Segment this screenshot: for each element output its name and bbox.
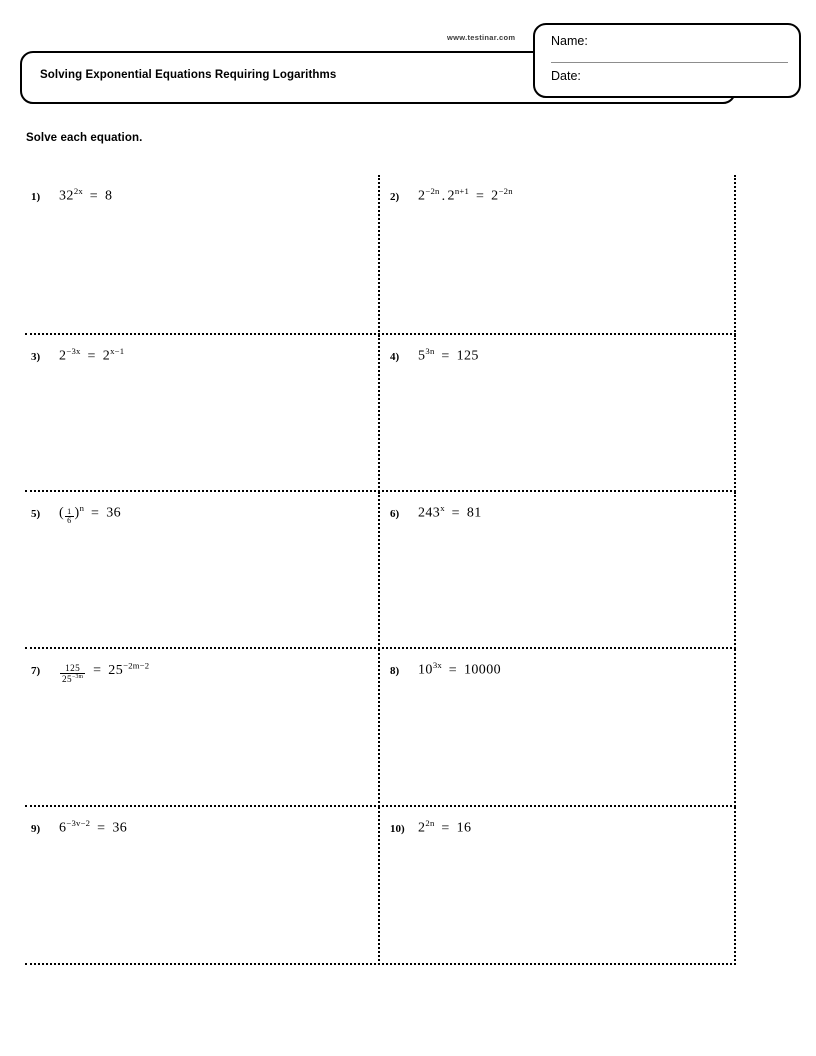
problem-number: 5) [31,507,41,520]
problem-equation: ( $\frac{1}{6}$ )$^n$ = 36 [59,503,122,526]
problem-cell[interactable] [380,175,736,335]
problem-5 [31,503,122,526]
problem-equation: $6^{-3v-2} = 36$ [59,818,128,836]
problem-cell[interactable] [380,335,736,492]
problem-equation: $2^{-2n}$ . $2^{n+1} = 2^{-2n}$ [418,186,513,204]
problem-cell[interactable] [380,807,736,965]
date-row [535,62,799,98]
problem-1 [31,186,112,205]
name-input[interactable] [605,31,785,57]
instruction-text: Solve each equation. [26,132,143,144]
problem-9 [31,818,127,837]
date-label: Date: [551,69,581,83]
date-input[interactable] [605,66,785,92]
name-label: Name: [551,34,588,48]
problem-3 [31,346,124,365]
problem-number: 9) [31,822,41,835]
problem-row [25,335,736,492]
site-watermark: www.testinar.com [447,33,516,42]
problem-6 [390,503,482,522]
name-row [535,27,799,63]
problem-cell[interactable] [25,649,380,807]
problem-row [25,807,736,965]
problem-7 [31,660,150,685]
problem-cell[interactable] [25,492,380,649]
page-title: Solving Exponential Equations Requiring Logarithms [40,69,337,81]
problem-row [25,649,736,807]
problem-equation: $32^{2x} = 8$ [59,186,113,204]
problem-8 [390,660,501,679]
worksheet-header [0,0,816,120]
problem-number: 3) [31,350,41,363]
problem-equation: $10^{3x} = 10000$ [418,660,501,678]
problem-number: 1) [31,190,41,203]
problem-grid [25,175,736,965]
problem-number: 10) [390,822,405,835]
problem-number: 8) [390,664,400,677]
problem-number: 2) [390,190,400,203]
problem-10 [390,818,471,837]
problem-number: 7) [31,664,41,677]
problem-cell[interactable] [380,649,736,807]
problem-number: 4) [390,350,400,363]
problem-equation: $2^{2n} = 16$ [418,818,472,836]
problem-equation: $243^x = 81$ [418,503,482,521]
problem-cell[interactable] [25,807,380,965]
problem-cell[interactable] [25,335,380,492]
problem-equation: $2^{-3x} = 2^{x-1}$ [59,346,125,364]
problem-4 [390,346,479,365]
problem-number: 6) [390,507,400,520]
problem-row [25,175,736,335]
problem-2 [390,186,513,205]
problem-equation: $5^{3n} = 125$ [418,346,479,364]
problem-cell[interactable] [380,492,736,649]
problem-cell[interactable] [25,175,380,335]
problem-equation: $\frac{125}{25^{-3m}}$ = $25^{-2m-2}$ [62,660,150,685]
name-date-box [533,23,801,98]
problem-row [25,492,736,649]
